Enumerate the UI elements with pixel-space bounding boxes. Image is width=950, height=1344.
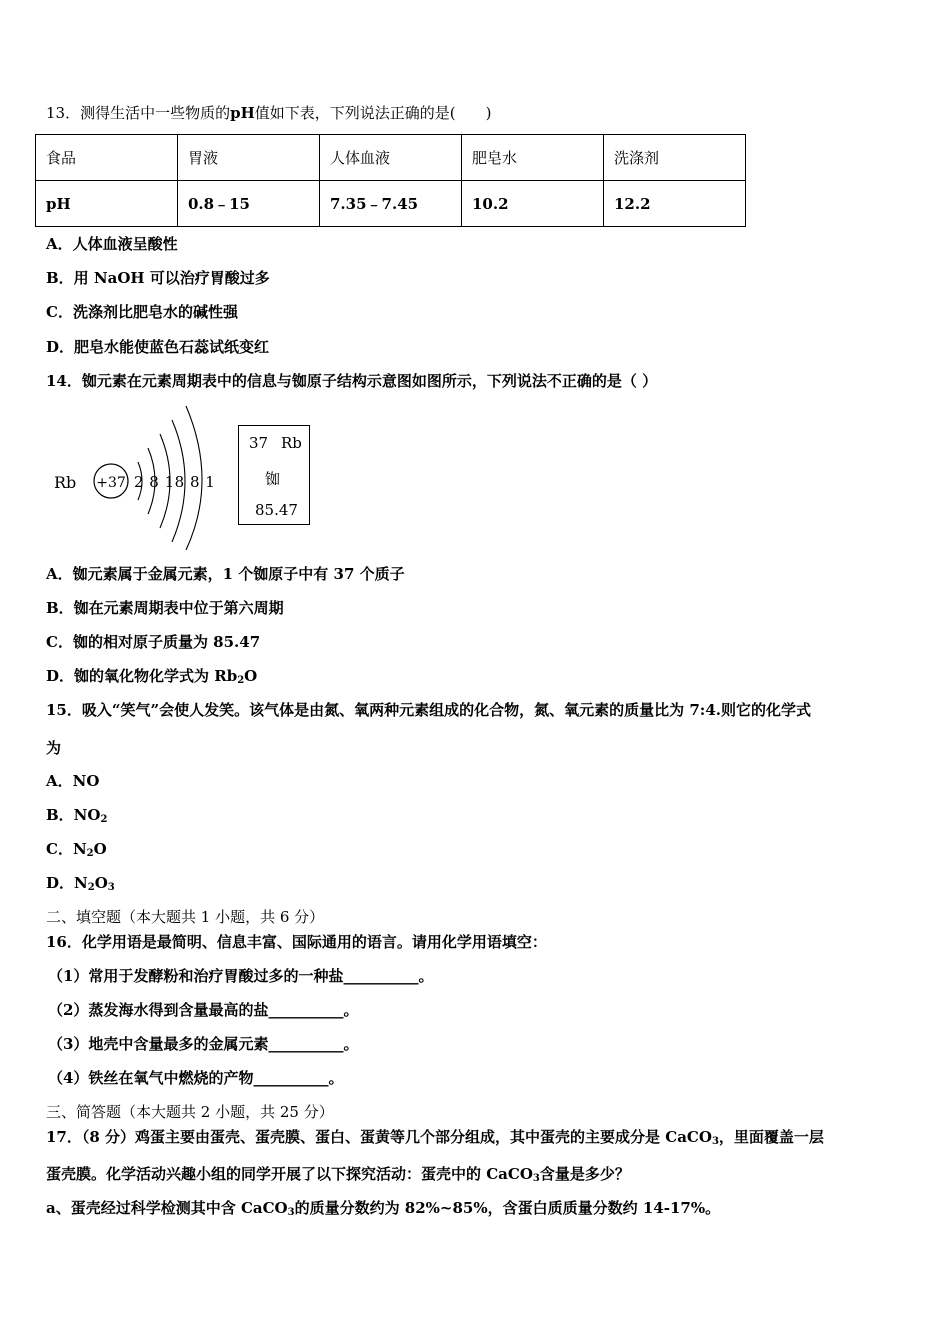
subscript: 3: [107, 882, 115, 893]
q13-stem-ph: pH: [230, 104, 255, 122]
q15-option-c: [46, 838, 107, 859]
subscript: 2: [237, 675, 245, 686]
q13-stem-suffix: 值如下表，下列说法正确的是( ): [254, 104, 492, 122]
q17-line1: [46, 1126, 824, 1147]
table-cell: pH: [36, 181, 178, 227]
table-cell: 肥皂水: [462, 135, 604, 181]
shell-electrons: 2 8 18 8 1: [134, 473, 216, 491]
q15-option-d: [46, 872, 115, 893]
q16-item-4: （4）铁丝在氧气中燃烧的产物__________。: [48, 1069, 344, 1087]
element-cell: [238, 425, 310, 525]
q14-stem: 14．铷元素在元素周期表中的信息与铷原子结构示意图如图所示，下列说法不正确的是（ ）: [46, 372, 658, 390]
q17-text: 含量是多少？: [539, 1165, 630, 1183]
cell-atomic-number: 37: [249, 434, 269, 452]
subscript: 3: [532, 1173, 540, 1184]
nucleus-charge: +37: [96, 475, 126, 491]
table-cell: 7.35﹣7.45: [320, 181, 462, 227]
q13-stem: [46, 102, 491, 123]
q16-stem: 16．化学用语是最简明、信息丰富、国际通用的语言。请用化学用语填空：: [46, 933, 547, 951]
option-text: O: [94, 874, 108, 892]
table-cell: 12.2: [604, 181, 746, 227]
table-cell: 人体血液: [320, 135, 462, 181]
q14-option-d: [46, 665, 257, 686]
table-cell: 胃液: [178, 135, 320, 181]
q15-option-b: [46, 804, 107, 825]
q16-item-3: （3）地壳中含量最多的金属元素__________。: [48, 1035, 359, 1053]
q14-option-d-suffix: O: [244, 667, 258, 685]
q14-option-a: A．铷元素属于金属元素，1 个铷原子中有 37 个质子: [46, 565, 405, 583]
q17-line2: [46, 1163, 630, 1184]
subscript: 2: [100, 814, 108, 825]
q17-text: 蛋壳膜。化学活动兴趣小组的同学开展了以下探究活动：蛋壳中的 CaCO: [46, 1165, 533, 1183]
option-text: D．N: [46, 874, 88, 892]
q14-option-d-text: D．铷的氧化物化学式为 Rb: [46, 667, 238, 685]
cell-symbol: Rb: [281, 434, 302, 452]
q13-option-a: A．人体血液呈酸性: [46, 235, 178, 253]
q17-text: 17．（8 分）鸡蛋主要由蛋壳、蛋壳膜、蛋白、蛋黄等几个部分组成，其中蛋壳的主要成分是 CaCO: [46, 1128, 712, 1146]
subscript: 3: [711, 1136, 719, 1147]
q17-text: 的质量分数约为 82%~85%，含蛋白质质量分数约 14-17%。: [294, 1199, 721, 1217]
subscript: 3: [287, 1207, 295, 1218]
cell-atomic-mass: 85.47: [255, 501, 298, 519]
table-cell: 0.8﹣15: [178, 181, 320, 227]
ph-table-row: [36, 181, 746, 227]
q14-option-b: B．铷在元素周期表中位于第六周期: [46, 599, 284, 617]
atom-symbol: Rb: [54, 473, 77, 492]
q13-option-b: B．用 NaOH 可以治疗胃酸过多: [46, 269, 270, 287]
option-text: B．NO: [46, 806, 101, 824]
table-cell: 10.2: [462, 181, 604, 227]
cell-name: 铷: [265, 470, 281, 488]
subscript: 2: [87, 882, 95, 893]
q15-option-a: A．NO: [46, 772, 100, 790]
q13-stem-prefix: 13．测得生活中一些物质的: [46, 104, 231, 122]
q16-item-1: （1）常用于发酵粉和治疗胃酸过多的一种盐__________。: [48, 967, 434, 985]
q17-line3: [46, 1197, 720, 1218]
option-text: C．N: [46, 840, 87, 858]
q17-text: ，里面覆盖一层: [718, 1128, 824, 1146]
section-heading-2: 二、填空题（本大题共 1 小题，共 6 分）: [46, 908, 325, 926]
table-cell: 食品: [36, 135, 178, 181]
subscript: 2: [86, 848, 94, 859]
option-text: O: [93, 840, 107, 858]
ph-table: [35, 134, 746, 227]
q14-option-c: C．铷的相对原子质量为 85.47: [46, 633, 261, 651]
q17-text: a、蛋壳经过科学检测其中含 CaCO: [46, 1199, 288, 1217]
ph-table-header: [36, 135, 746, 181]
q13-option-d: D．肥皂水能使蓝色石蕊试纸变红: [46, 338, 270, 356]
q15-stem-line1: 15．吸入“笑气”会使人发笑。该气体是由氮、氧两种元素组成的化合物，氮、氧元素的质量比为 7:4.则它的化学式: [46, 701, 811, 719]
q16-item-2: （2）蒸发海水得到含量最高的盐__________。: [48, 1001, 359, 1019]
table-cell: 洗涤剂: [604, 135, 746, 181]
q13-option-c: C．洗涤剂比肥皂水的碱性强: [46, 303, 238, 321]
section-heading-3: 三、简答题（本大题共 2 小题，共 25 分）: [46, 1103, 334, 1121]
q15-stem-line2: 为: [46, 739, 62, 757]
